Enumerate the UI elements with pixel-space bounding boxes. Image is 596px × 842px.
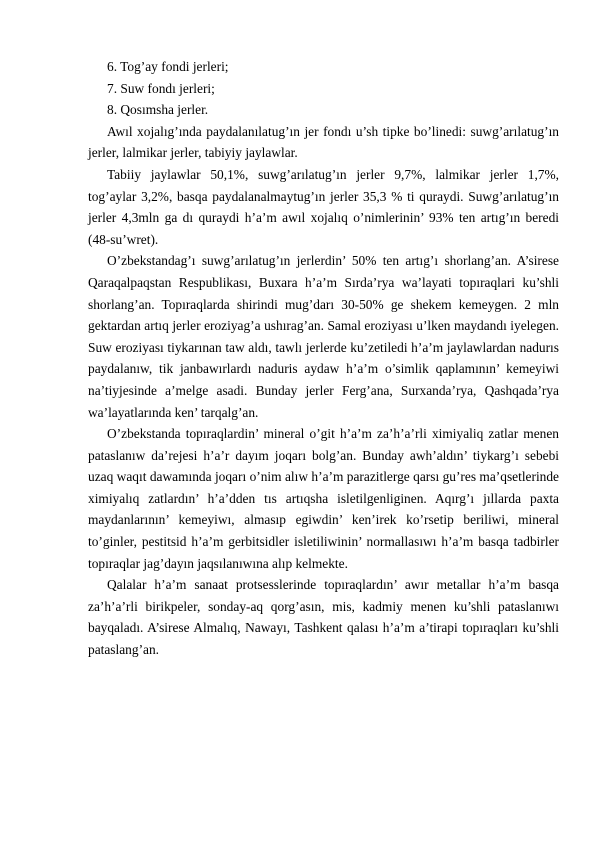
list-item: 7. Suw fondı jerleri;: [107, 80, 215, 96]
paragraph: Awıl xojalıg’ında paydalanılatug’ın jer fondı u’sh tipke bo’linedi: suwg’arılatug’ın jerler, lalmikar jerler, tabiyiy jaylawlar.: [88, 123, 559, 161]
paragraph: Qalalar h’a’m sanaat protsesslerinde topıraqlardın’ awır metallar h’a’m basqa za’h’a’rli birikpeler, sonday-aq qorg’asın, mis, kadmiy menen ku’shli pataslanıwı bayqaladı. A’sirese Almalıq, Nawayı, Tashkent qalası h’a’m a’tirapi topıraqları ku’shli pataslang’an.: [88, 577, 559, 658]
paragraph: O’zbekstanda topıraqlardin’ mineral o’git h’a’m za’h’a’rli ximiyaliq zatlar menen pataslanıw da’rejesi h’a’r dayım joqarı bolg’an. Bunday awh’aldın’ tiykarg’ı sebebi uzaq waqıt dawamında joqarı o’nim alıw h’a’m parazitlerge qarsı gu’res ma’qsetlerinde ximiyalıq zatlardın’ h’a’dden tıs artıqsha isletilgenliginen. Aqırg’ı jıllarda paxta maydanlarının’ kemeyiwı, almasıp egiwdin’ ken’irek ko’rsetip beriliwi, mineral to’ginler, pestitsid h’a’m gerbitsidler isletiliwinin’ normallasıwı h’a’m basqa tadbirler topıraqlar jag’dayın jaqsılanıwına alıp kelmekte.: [88, 426, 559, 571]
paragraph: Tabiiy jaylawlar 50,1%, suwg’arılatug’ın jerler 9,7%, lalmikar jerler 1,7%, tog’aylar 3,2%, basqa paydalanalmaytug’ın jerler 35,3 % ti quraydi. Suwg’arılatug’ın jerler 4,3mln ga dı quraydi h’a’m awıl xojalıq o’nimlerinin’ 93% ten artıg’ın beredi (48-su’wret).: [88, 166, 559, 247]
list-item: 6. Tog’ay fondi jerleri;: [107, 59, 229, 74]
document-page: [88, 56, 559, 661]
paragraph: O’zbekstandag’ı suwg’arılatug’ın jerlerdin’ 50% ten artıg’ı shorlang’an. A’sirese Qaraqalpaqstan Respublikası, Buxara h’a’m Sırda’rya wa’layati topıraqlari ku’shli shorlang’an. Topıraqlarda shirindi mug’darı 30-50% ge shekem kemeygen. 2 mln gektardan artıq jerler eroziyag’a ushırag’an. Samal eroziyası u’lken maydandı iyelegen. Suw eroziyası tiykarınan taw aldı, tawlı jerlerde ku’zetiledi h’a’m jaylawlardan nadurıs paydalanıw, tik janbawırlardı naduris aydaw h’a’m o’simlik qaplamının’ kemeyiwi na’tiyjesinde a’melge asadi. Bunday jerler Ferg’ana, Surxanda’rya, Qashqada’rya wa’layatlarında ken’ tarqalg’an.: [88, 253, 559, 420]
list-item: 8. Qosımsha jerler.: [107, 102, 209, 118]
